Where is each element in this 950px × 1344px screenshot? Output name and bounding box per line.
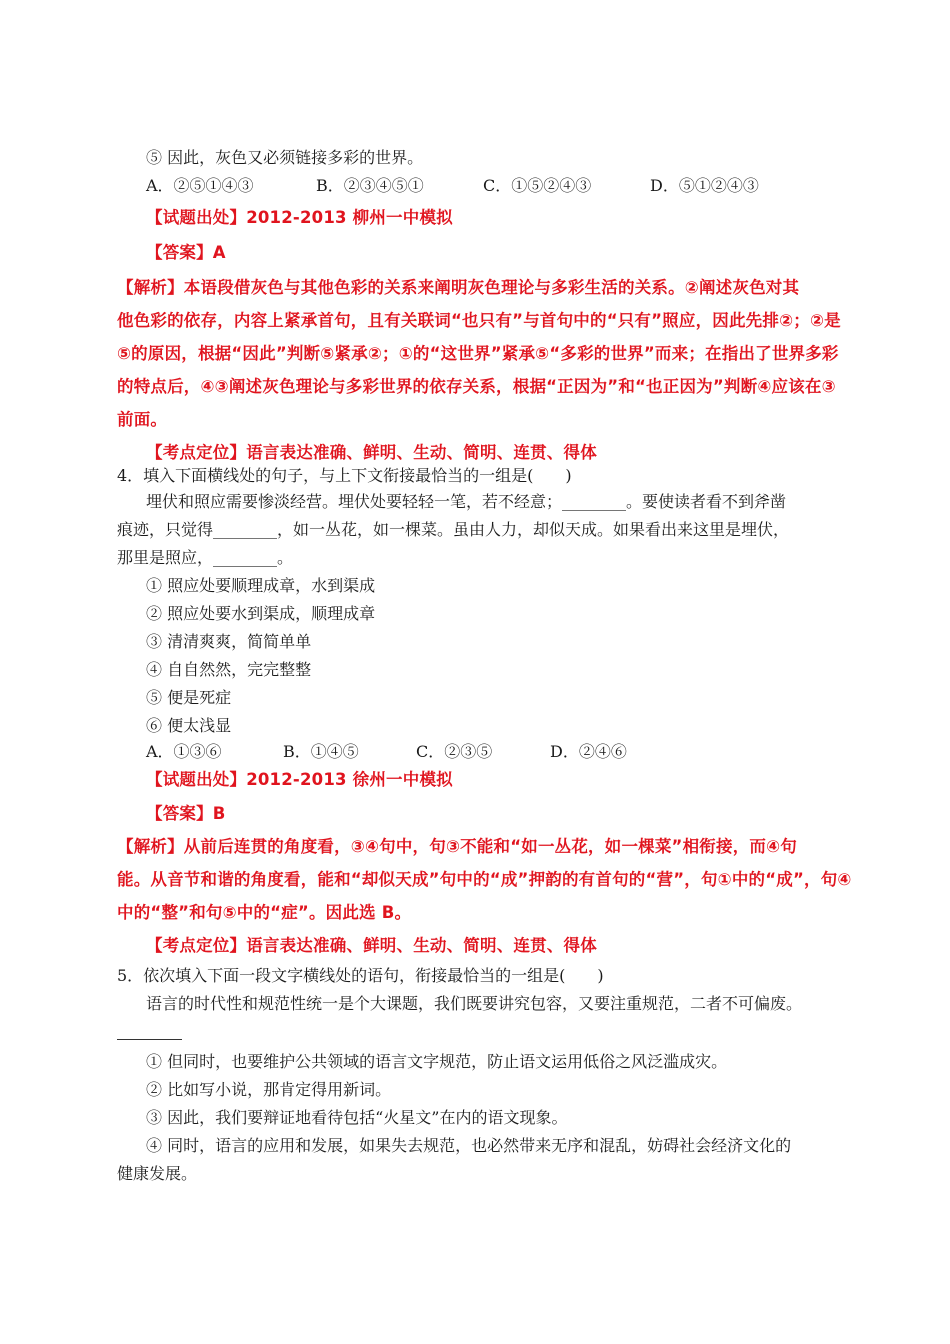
q3-item-5: ⑤ 因此，灰色又必须链接多彩的世界。 [146,148,424,167]
q5-item-4: ④ 同时，语言的应用和发展，如果失去规范，也必然带来无序和混乱，妨碍社会经济文化的 [146,1136,792,1155]
q5-item-2: ② 比如写小说，那肯定得用新词。 [146,1080,392,1099]
answer-blank-line [117,1039,182,1040]
q3-option-b: B．②③④⑤① [316,176,424,195]
q4-option-d: D．②④⑥ [550,742,627,761]
q3-option-a: A．②⑤①④③ [146,176,254,195]
q3-option-d: D．⑤①②④③ [650,176,759,195]
q4-answer: 【答案】B [146,804,226,823]
q4-item-3: ③ 清清爽爽，简简单单 [146,632,312,651]
q3-answer: 【答案】A [146,243,226,262]
q4-passage-line-1: 埋伏和照应需要惨淡经营。埋伏处要轻轻一笔，若不经意；________。要使读者看不到斧凿 [146,492,787,511]
q3-option-c: C．①⑤②④③ [483,176,592,195]
q3-analysis-line-5: 前面。 [117,410,168,429]
q4-option-c: C．②③⑤ [416,742,493,761]
q4-point: 【考点定位】语言表达准确、鲜明、生动、简明、连贯、得体 [146,936,597,955]
q4-item-4: ④ 自自然然，完完整整 [146,660,312,679]
q4-item-5: ⑤ 便是死症 [146,688,232,707]
q4-passage-line-3: 那里是照应，________。 [117,548,294,567]
q4-analysis-line-1: 【解析】从前后连贯的角度看，③④句中，句③不能和“如一丛花，如一棵菜”相衔接，而④句 [117,837,797,856]
q5-item-3: ③ 因此，我们要辩证地看待包括“火星文”在内的语文现象。 [146,1108,568,1127]
q3-source: 【试题出处】2012-2013 柳州一中模拟 [146,208,453,227]
q4-analysis-line-2: 能。从音节和谐的角度看，能和“却似天成”句中的“成”押韵的有首句的“营”，句①中的“成”，句④ [117,870,852,889]
q3-point: 【考点定位】语言表达准确、鲜明、生动、简明、连贯、得体 [146,443,597,462]
q3-analysis-line-3: ⑤的原因，根据“因此”判断⑤紧承②；①的“这世界”紧承⑤“多彩的世界”而来；在指出了世界多彩 [117,344,839,363]
q4-item-6: ⑥ 便太浅显 [146,716,232,735]
q5-stem: 5．依次填入下面一段文字横线处的语句，衔接最恰当的一组是( ) [117,966,604,985]
q4-options [146,742,746,762]
q3-options [146,176,846,196]
q4-item-1: ① 照应处要顺理成章，水到渠成 [146,576,376,595]
q4-analysis-line-3: 中的“整”和句⑤中的“症”。因此选 B。 [117,903,412,922]
q4-stem: 4．填入下面横线处的句子，与上下文衔接最恰当的一组是( ) [117,466,572,485]
q3-analysis-line-4: 的特点后，④③阐述灰色理论与多彩世界的依存关系，根据“正因为”和“也正因为”判断④应该在③ [117,377,836,396]
q5-passage: 语言的时代性和规范性统一是个大课题，我们既要讲究包容，又要注重规范，二者不可偏废。 [146,994,803,1013]
q3-analysis-line-1: 【解析】本语段借灰色与其他色彩的关系来阐明灰色理论与多彩生活的关系。②阐述灰色对其 [117,278,800,297]
q5-item-4-continued: 健康发展。 [117,1164,198,1183]
q4-option-b: B．①④⑤ [283,742,359,761]
q4-item-2: ② 照应处要水到渠成，顺理成章 [146,604,376,623]
q5-item-1: ① 但同时，也要维护公共领域的语言文字规范，防止语文运用低俗之风泛滥成灾。 [146,1052,728,1071]
q4-passage-line-2: 痕迹，只觉得________，如一丛花，如一棵菜。虽由人力，却似天成。如果看出来这里是埋伏， [117,520,790,539]
q4-option-a: A．①③⑥ [146,742,222,761]
q4-source: 【试题出处】2012-2013 徐州一中模拟 [146,770,453,789]
q3-analysis-line-2: 他色彩的依存，内容上紧承首句，且有关联词“也只有”与首句中的“只有”照应，因此先排②；②是 [117,311,841,330]
